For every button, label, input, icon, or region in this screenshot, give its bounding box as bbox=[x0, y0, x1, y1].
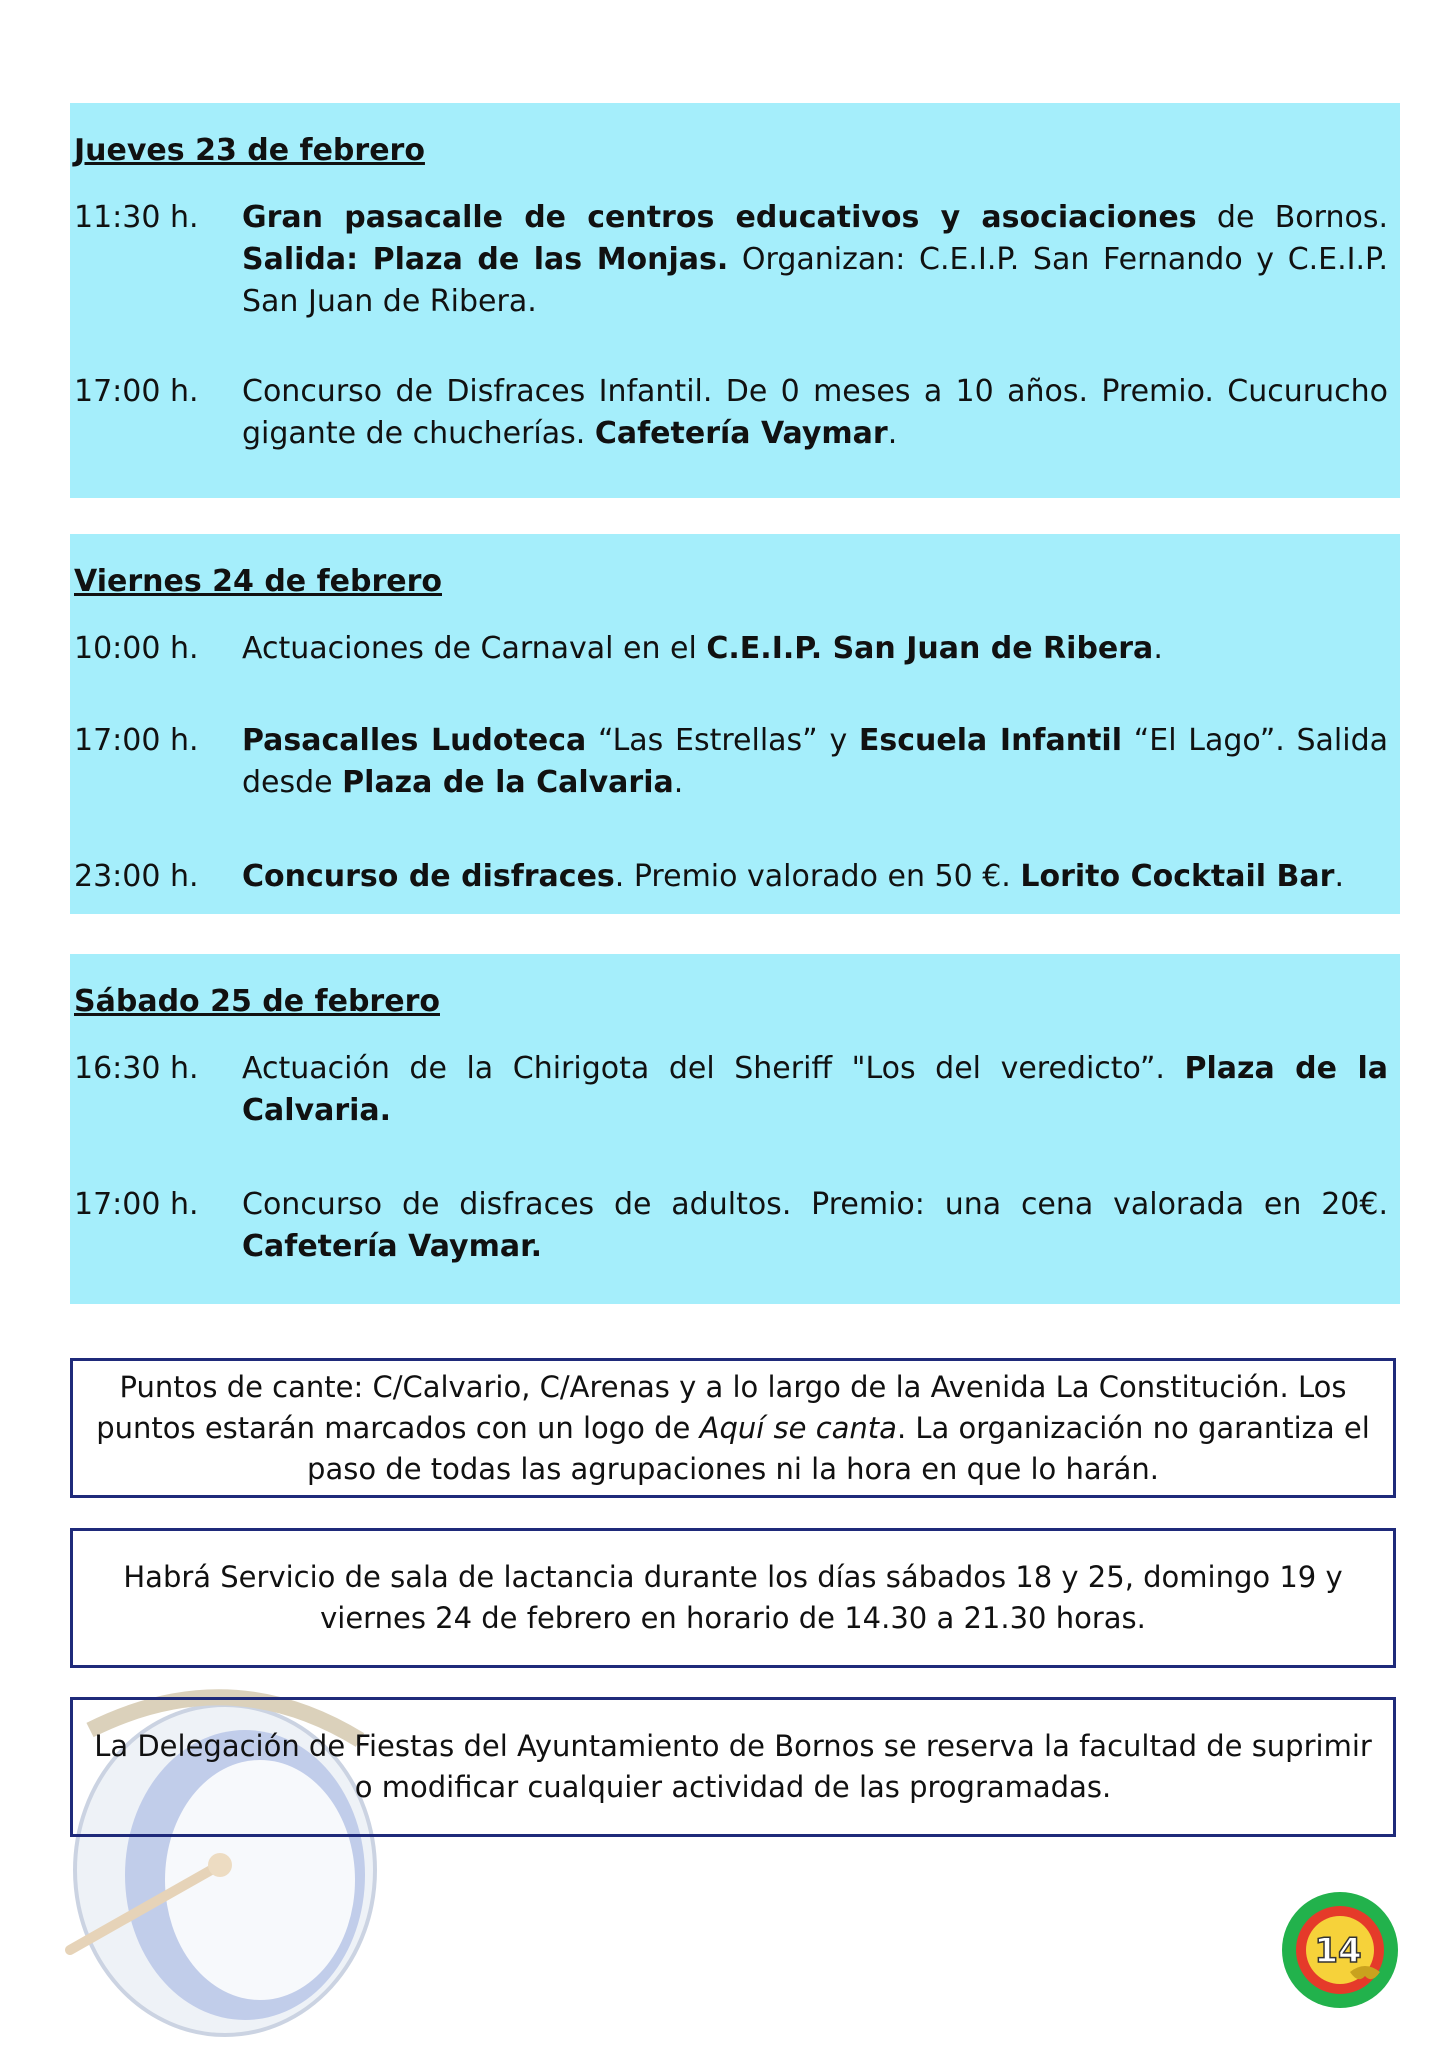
notice-delegacion bbox=[70, 1697, 1396, 1837]
notice-lactancia bbox=[70, 1528, 1396, 1668]
notice-text bbox=[93, 1726, 1373, 1808]
event-item bbox=[74, 1184, 1388, 1268]
day-block-1 bbox=[70, 103, 1400, 498]
event-item bbox=[74, 856, 1388, 898]
event-description bbox=[242, 720, 1388, 804]
text-run: Organizan: C.E.I.P. San Fernando y C.E.I.P. San Juan de Ribera. bbox=[242, 242, 1389, 319]
event-description bbox=[242, 1048, 1388, 1132]
notice-text bbox=[93, 1557, 1373, 1639]
text-run: Escuela Infantil bbox=[858, 723, 1122, 758]
event-item bbox=[74, 197, 1388, 323]
event-item bbox=[74, 720, 1388, 804]
day-block-3 bbox=[70, 954, 1400, 1304]
text-run: Concurso de disfraces bbox=[242, 859, 615, 894]
text-run: Pasacalles Ludoteca bbox=[242, 723, 587, 758]
text-run: Puntos de cante: C/Calvario, C/Arenas y a lo largo de la Avenida La Constitución. Los puntos estarán marcados con un logo de bbox=[96, 1369, 1347, 1445]
text-run: Salida: Plaza de las Monjas. bbox=[242, 242, 729, 277]
text-run: Plaza de la Calvaria bbox=[342, 765, 674, 800]
event-time: 17:00 h. bbox=[74, 1187, 199, 1222]
text-run: Concurso de disfraces de adultos. Premio: una cena valorada en 20€. bbox=[242, 1187, 1388, 1222]
event-time: 17:00 h. bbox=[74, 374, 199, 409]
text-run: . bbox=[673, 765, 684, 800]
event-item bbox=[74, 1048, 1388, 1132]
text-run: . Premio valorado en 50 €. bbox=[614, 859, 1021, 894]
day-title: Viernes 24 de febrero bbox=[74, 564, 442, 599]
text-run: Aquí se canta bbox=[699, 1410, 897, 1445]
text-run: Cafetería Vaymar. bbox=[242, 1229, 542, 1264]
text-run: Gran pasacalle de centros educativos y asociaciones bbox=[242, 200, 1197, 235]
text-run: Concurso de Disfraces Infantil. De 0 meses a 10 años. Premio. Cucurucho gigante de chucherías. bbox=[242, 374, 1388, 451]
event-time: 11:30 h. bbox=[74, 200, 199, 235]
text-run: La Delegación de Fiestas del Ayuntamiento de Bornos se reserva la facultad de suprimir o modificar cualquier actividad de las programadas. bbox=[94, 1729, 1372, 1804]
event-description bbox=[242, 1184, 1388, 1268]
event-description bbox=[242, 371, 1388, 455]
text-run: Cafetería Vaymar bbox=[594, 416, 888, 451]
text-run: . bbox=[1153, 631, 1163, 666]
text-run: de Bornos. bbox=[1196, 200, 1388, 235]
day-block-2 bbox=[70, 534, 1400, 914]
text-run: “El Lago”. Salida desde bbox=[242, 723, 1389, 800]
notice-text bbox=[93, 1367, 1373, 1490]
event-item bbox=[74, 628, 1388, 670]
event-description bbox=[242, 856, 1388, 898]
event-description bbox=[242, 197, 1388, 323]
event-time: 10:00 h. bbox=[74, 631, 199, 666]
carnival-mask-badge bbox=[1280, 1890, 1400, 2010]
text-run: . bbox=[887, 416, 898, 451]
text-run: Lorito Cocktail Bar bbox=[1020, 859, 1335, 894]
text-run: C.E.I.P. San Juan de Ribera bbox=[706, 631, 1154, 666]
text-run: . bbox=[1334, 859, 1344, 894]
event-time: 16:30 h. bbox=[74, 1051, 199, 1086]
event-time: 17:00 h. bbox=[74, 723, 199, 758]
text-run: Plaza de la Calvaria. bbox=[242, 1051, 1388, 1128]
text-run: “Las Estrellas” y bbox=[586, 723, 859, 758]
page-number: 14 bbox=[1314, 1931, 1362, 1971]
day-title: Sábado 25 de febrero bbox=[74, 984, 440, 1019]
text-run: Actuaciones de Carnaval en el bbox=[242, 631, 707, 666]
text-run: . La organización no garantiza el paso de todas las agrupaciones ni la hora en que lo harán. bbox=[307, 1410, 1370, 1486]
notice-cante bbox=[70, 1358, 1396, 1498]
event-item bbox=[74, 371, 1388, 455]
event-time: 23:00 h. bbox=[74, 859, 199, 894]
text-run: Actuación de la Chirigota del Sheriff "Los del veredicto”. bbox=[242, 1051, 1185, 1086]
text-run: Habrá Servicio de sala de lactancia durante los días sábados 18 y 25, domingo 19 y viernes 24 de febrero en horario de 14.30 a 21.30 horas. bbox=[123, 1560, 1343, 1635]
event-description bbox=[242, 628, 1388, 670]
day-title: Jueves 23 de febrero bbox=[74, 133, 425, 168]
